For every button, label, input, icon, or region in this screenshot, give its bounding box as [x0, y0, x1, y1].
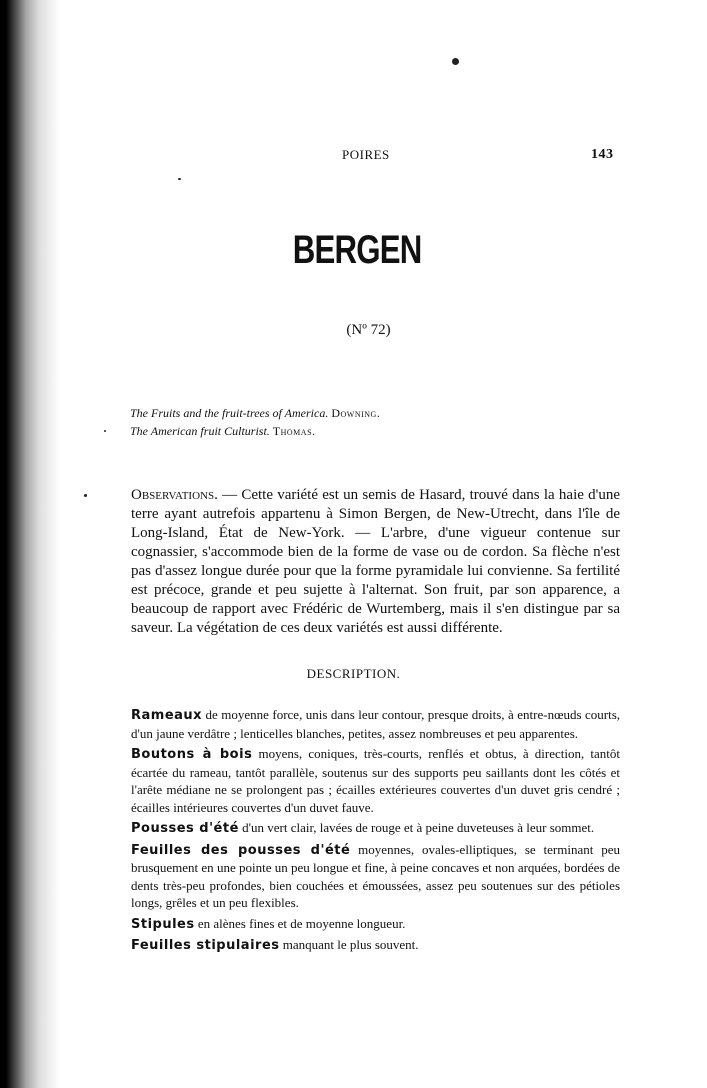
description-text: moyens, coniques, très-courts, renflés et obtus, à direction, tantôt écartée du rameau, tantôt parallèle, soutenus sur des supports peu saillants dont les côtés et l'arête médiane ne se prolongent pas ; écailles extérieures couvertes d'un duvet gris cendré ; écailles intérieures couvertes d'un duvet fauve.	[131, 746, 620, 815]
running-head-section: POIRES	[342, 147, 390, 162]
observations-lead: Observations.	[131, 487, 218, 503]
observations-text: — Cette variété est un semis de Hasard, trouvé dans la haie d'une terre ayant autrefois appartenu à Simon Bergen, de New-Utrecht, dans l'île de Long-Island, État de New-York. — L'arbre, d'une vigueur contenue sur cognassier, s'accommode bien de la forme de vase ou de cordon. Sa flèche n'est pas d'assez longue durée pour que la forme pyramidale lui convienne. Sa fertilité est précoce, grande et peu sujette à l'alternat. Son fruit, par son apparence, a beaucoup de rapport avec Frédéric de Wurtemberg, mais il s'en distingue par sa saveur. La végétation de ces deux variétés est aussi différente.	[131, 487, 620, 636]
observations-paragraph	[131, 486, 620, 638]
running-head	[0, 147, 707, 167]
variety-number-text: (Nº 72)	[346, 322, 391, 338]
description-term: Stipules	[131, 916, 195, 932]
variety-number	[0, 322, 707, 339]
description-term: Feuilles des pousses d'été	[131, 842, 351, 858]
ink-speck	[178, 178, 181, 180]
description-term: Rameaux	[131, 708, 203, 723]
references	[130, 404, 380, 440]
description-item	[131, 915, 620, 934]
description-term: Boutons à bois	[131, 747, 253, 762]
description-text: en alènes fines et de moyenne longueur.	[194, 915, 406, 931]
page-number: 143	[591, 147, 614, 162]
description-term: Pousses d'été	[131, 821, 239, 836]
description-text: manquant le plus souvent.	[279, 937, 419, 952]
description-text: de moyenne force, unis dans leur contour, presque droits, à entre-nœuds courts, d'un jaune verdâtre ; lenticelles blanches, petites, assez nombreuses et peu apparentes.	[131, 707, 620, 741]
reference-author: Thomas.	[272, 424, 316, 438]
reference-item	[130, 404, 380, 422]
reference-work: The Fruits and the fruit-trees of America.	[130, 406, 329, 420]
description-list	[131, 706, 620, 958]
ink-speck	[84, 494, 87, 497]
reference-author: Downing.	[331, 406, 381, 420]
description-item	[131, 819, 620, 838]
description-item	[131, 706, 620, 742]
description-text: d'un vert clair, lavées de rouge et à peine duveteuses à leur sommet.	[238, 820, 595, 835]
reference-work: The American fruit Culturist.	[130, 424, 270, 438]
ink-speck	[452, 58, 459, 65]
ink-speck	[104, 430, 106, 432]
description-term: Feuilles stipulaires	[131, 938, 280, 953]
reference-item	[130, 422, 380, 440]
description-heading: DESCRIPTION.	[306, 666, 401, 681]
description-item	[131, 841, 620, 912]
page-title: BERGEN	[292, 228, 422, 272]
description-text: moyennes, ovales-elliptiques, se terminant peu brusquement en une pointe un peu longue et fine, à peine concaves et non arquées, bordées de dents très-peu profondes, bien couchées et émoussées, assez peu soutenues sur des pétioles longs, grêles et un peu flexibles.	[131, 841, 620, 910]
description-item	[131, 936, 620, 955]
description-item	[131, 745, 620, 816]
